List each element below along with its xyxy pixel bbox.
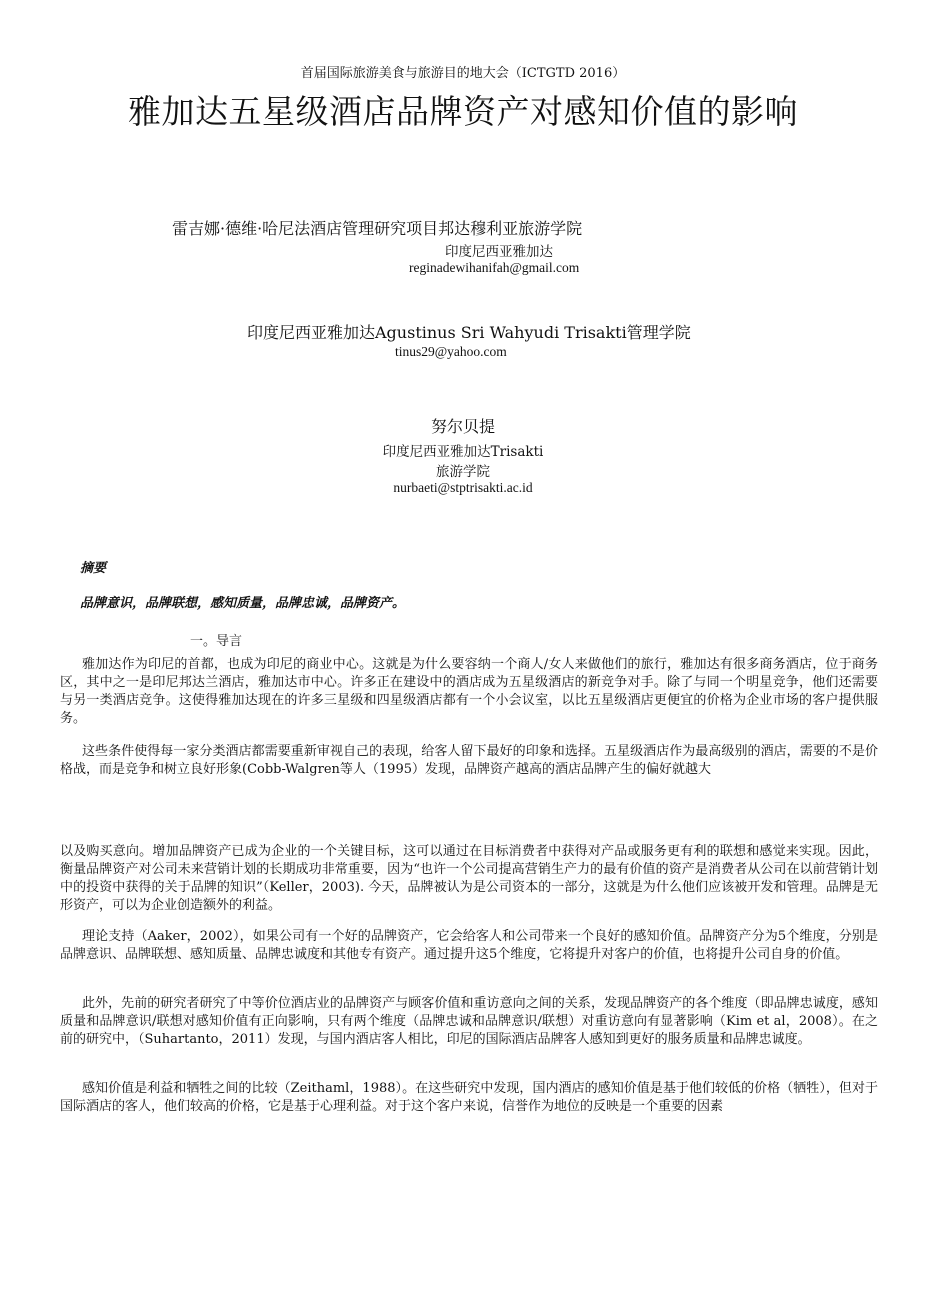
author-3-affiliation-2: 旅游学院	[436, 464, 490, 480]
author-1-affiliation: 印度尼西亚雅加达	[445, 244, 553, 260]
paragraph-5: 此外，先前的研究者研究了中等价位酒店业的品牌资产与顾客价值和重访意向之间的关系，发现品牌资产的各个维度（即品牌忠诚度，感知质量和品牌意识/联想对感知价值有正向影响，只有两个维度（品牌忠诚和品牌意识/联想）对重访意向有显著影响（Kim et al，2008）。在之前的研究中，（Suhartanto，2011）发现，与国内酒店客人相比，印尼的国际酒店品牌客人感知到更好的服务质量和品牌忠诚度。	[60, 996, 878, 1047]
author-2-email: tinus29@yahoo.com	[395, 344, 507, 359]
author-3-email: nurbaeti@stptrisakti.ac.id	[393, 480, 533, 495]
author-1-name: 雷吉娜·德维·哈尼法酒店管理研究项目邦达穆利亚旅游学院	[172, 219, 583, 238]
abstract-heading: 摘要	[80, 561, 107, 576]
paragraph-6: 感知价值是利益和牺牲之间的比较（Zeithaml，1988）。在这些研究中发现，国内酒店的感知价值是基于他们较低的价格（牺牲），但对于国际酒店的客人，他们较高的价格，它是基于心理利益。对于这个客户来说，信誉作为地位的反映是一个重要的因素	[60, 1081, 878, 1114]
paragraph-3: 以及购买意向。增加品牌资产已成为企业的一个关键目标，这可以通过在目标消费者中获得对产品或服务更有利的联想和感觉来实现。因此，衡量品牌资产对公司未来营销计划的长期成功非常重要，因为“也许一个公司提高营销生产力的最有价值的资产是消费者从公司在以前营销计划中的投资中获得的关于品牌的知识”（Keller，2003). 今天，品牌被认为是公司资本的一部分，这就是为什么他们应该被开发和管理。品牌是无形资产，可以为企业创造额外的利益。	[60, 844, 878, 913]
author-3-name: 努尔贝提	[430, 417, 495, 436]
conference-header: 首届国际旅游美食与旅游目的地大会（ICTGTD 2016）	[300, 66, 626, 81]
paragraph-2: 这些条件使得每一家分类酒店都需要重新审视自己的表现，给客人留下最好的印象和选择。五星级酒店作为最高级别的酒店，需要的不是价格战，而是竞争和树立良好形象(Cobb-Walgren等人（1995）发现，品牌资产越高的酒店品牌产生的偏好就越大	[60, 744, 878, 777]
author-2-name: 印度尼西亚雅加达Agustinus Sri Wahyudi Trisakti管理学院	[247, 323, 691, 342]
section-heading: 一。导言	[190, 634, 243, 649]
author-1-email: reginadewihanifah@gmail.com	[409, 260, 580, 275]
paragraph-1: 雅加达作为印尼的首都，也成为印尼的商业中心。这就是为什么要容纳一个商人/女人来做他们的旅行，雅加达有很多商务酒店，位于商务区，其中之一是印尼邦达兰酒店，雅加达市中心。许多正在建设中的酒店成为五星级酒店的新竞争对手。除了与同一个明星竞争，他们还需要与另一类酒店竞争。这使得雅加达现在的许多三星级和四星级酒店都有一个小会议室，以比五星级酒店更便宜的价格为企业市场的客户提供服务。	[60, 657, 878, 726]
paragraph-4: 理论支持（Aaker，2002），如果公司有一个好的品牌资产，它会给客人和公司带来一个良好的感知价值。品牌资产分为5个维度，分别是品牌意识、品牌联想、感知质量、品牌忠诚度和其他专有资产。通过提升这5个维度，它将提升对客户的价值，也将提升公司自身的价值。	[60, 929, 878, 962]
keywords: 品牌意识，品牌联想，感知质量，品牌忠诚，品牌资产。	[80, 596, 406, 611]
author-3-affiliation-1: 印度尼西亚雅加达Trisakti	[382, 444, 544, 460]
paper-title: 雅加达五星级酒店品牌资产对感知价值的影响	[128, 92, 798, 131]
